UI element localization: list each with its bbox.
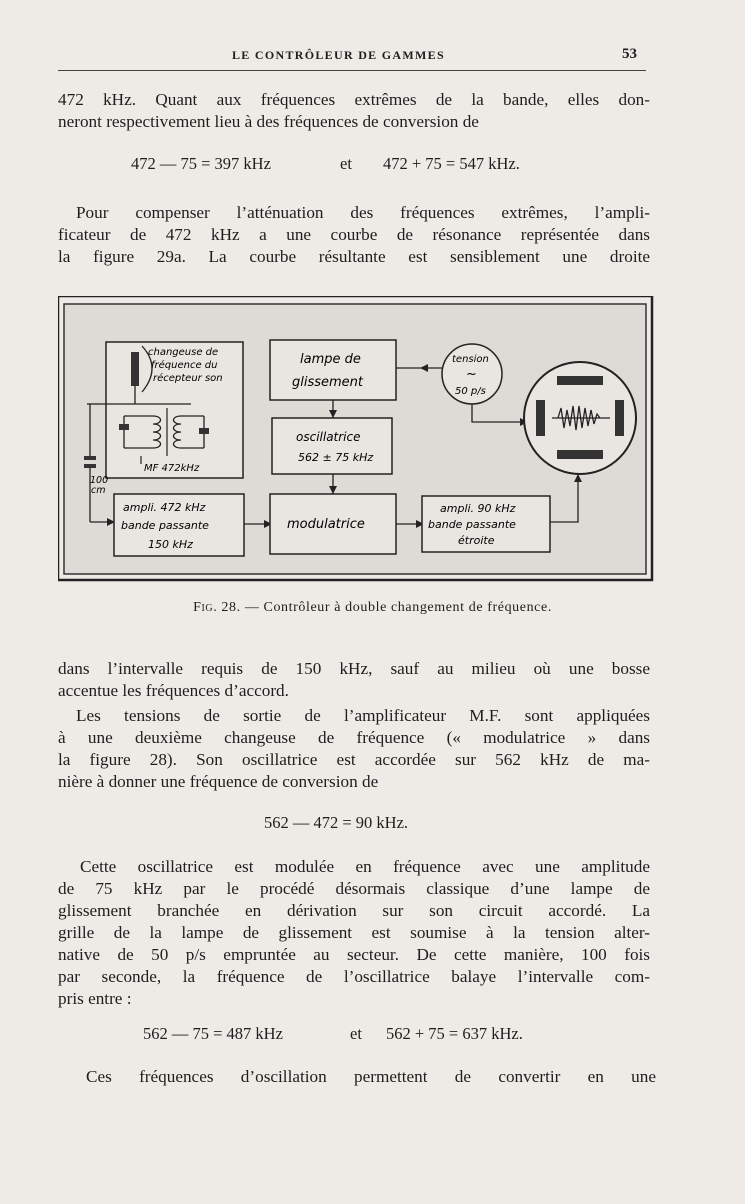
running-header: LE CONTRÔLEUR DE GAMMES xyxy=(232,48,445,62)
text-line: nière à donner une fréquence de conversion de xyxy=(58,772,379,791)
oscillator-box xyxy=(272,418,392,474)
text-line: par seconde, la fréquence de l’oscillatrice balaye l’intervalle com- xyxy=(58,967,650,986)
text-line: Cette oscillatrice est modulée en fréquence avec une amplitude xyxy=(80,857,650,876)
equation-joiner: et xyxy=(340,154,352,173)
if-label: MF 472kHz xyxy=(144,463,200,474)
text-line: native de 50 p/s empruntée au secteur. De cette manière, 100 fois xyxy=(58,945,650,964)
text-line: Pour compenser l’atténuation des fréquences extrêmes, l’ampli- xyxy=(76,203,650,222)
text-line: Les tensions de sortie de l’amplificateur M.F. sont appliquées xyxy=(76,706,650,725)
block-diagram-figure xyxy=(58,296,654,582)
ampli-472-label: 150 kHz xyxy=(148,538,193,551)
crt-screen-icon xyxy=(524,362,636,474)
equation: 562 — 472 = 90 kHz. xyxy=(264,813,409,832)
oscillator-label: 562 ± 75 kHz xyxy=(298,451,374,464)
oscillator-label: oscillatrice xyxy=(296,430,361,444)
receiver-label-line: récepteur son xyxy=(153,373,223,384)
equation-left: 562 — 75 = 487 kHz xyxy=(143,1024,283,1043)
voltage-source-label: 50 p/s xyxy=(455,386,486,397)
capacitor-label: cm xyxy=(91,485,106,496)
equation-right: 562 + 75 = 637 kHz. xyxy=(386,1024,523,1043)
text-line: 472 kHz. Quant aux fréquences extrêmes de la bande, elles don- xyxy=(58,90,650,109)
figure-caption xyxy=(0,600,745,616)
text-line: pris entre : xyxy=(58,989,132,1008)
equation-right: 472 + 75 = 547 kHz. xyxy=(383,154,520,173)
glide-lamp-box xyxy=(270,340,396,400)
ampli-472-label: ampli. 472 kHz xyxy=(123,501,206,514)
text-line: glissement branchée en dérivation sur son circuit accordé. La xyxy=(58,901,650,920)
header-rule xyxy=(58,70,646,71)
modulator-label: modulatrice xyxy=(287,517,365,532)
voltage-source-label: tension xyxy=(452,354,489,365)
figure-caption-label: Fig. 28. xyxy=(193,600,241,615)
text-line: la figure 28). Son oscillatrice est accordée sur 562 kHz de ma- xyxy=(58,750,650,769)
equation-joiner: et xyxy=(350,1024,362,1043)
ampli-90-label: bande passante xyxy=(428,518,516,531)
text-line: à une deuxième changeuse de fréquence (« modulatrice » dans xyxy=(58,728,650,747)
text-line: ficateur de 472 kHz a une courbe de résonance représentée dans xyxy=(58,225,650,244)
text-line: grille de la lampe de glissement est soumise à la tension alter- xyxy=(58,923,650,942)
receiver-label-line: fréquence du xyxy=(151,360,218,371)
glide-lamp-label: lampe de xyxy=(300,352,361,367)
equation-left: 472 — 75 = 397 kHz xyxy=(131,154,271,173)
receiver-label-line: changeuse de xyxy=(148,347,219,358)
text-line: dans l’intervalle requis de 150 kHz, sauf au milieu où une bosse xyxy=(58,659,650,678)
page-number: 53 xyxy=(622,46,637,62)
receiver-tube-icon xyxy=(131,352,139,386)
text-line: Ces fréquences d’oscillation permettent de convertir en une xyxy=(86,1067,656,1086)
text-line: accentue les fréquences d’accord. xyxy=(58,681,289,700)
text-line: neront respectivement lieu à des fréquences de conversion de xyxy=(58,112,479,131)
figure-caption-text: — Contrôleur à double changement de fréquence. xyxy=(244,600,552,615)
ampli-90-label: étroite xyxy=(458,534,495,547)
capacitor-label: 100 xyxy=(90,475,109,486)
text-line: de 75 kHz par le procédé désormais classique d’une lampe de xyxy=(58,879,650,898)
voltage-source-label: ~ xyxy=(466,367,477,382)
glide-lamp-label: glissement xyxy=(292,375,364,390)
ampli-90-label: ampli. 90 kHz xyxy=(440,502,516,515)
ampli-472-label: bande passante xyxy=(121,519,209,532)
text-line: la figure 29a. La courbe résultante est sensiblement une droite xyxy=(58,247,650,266)
